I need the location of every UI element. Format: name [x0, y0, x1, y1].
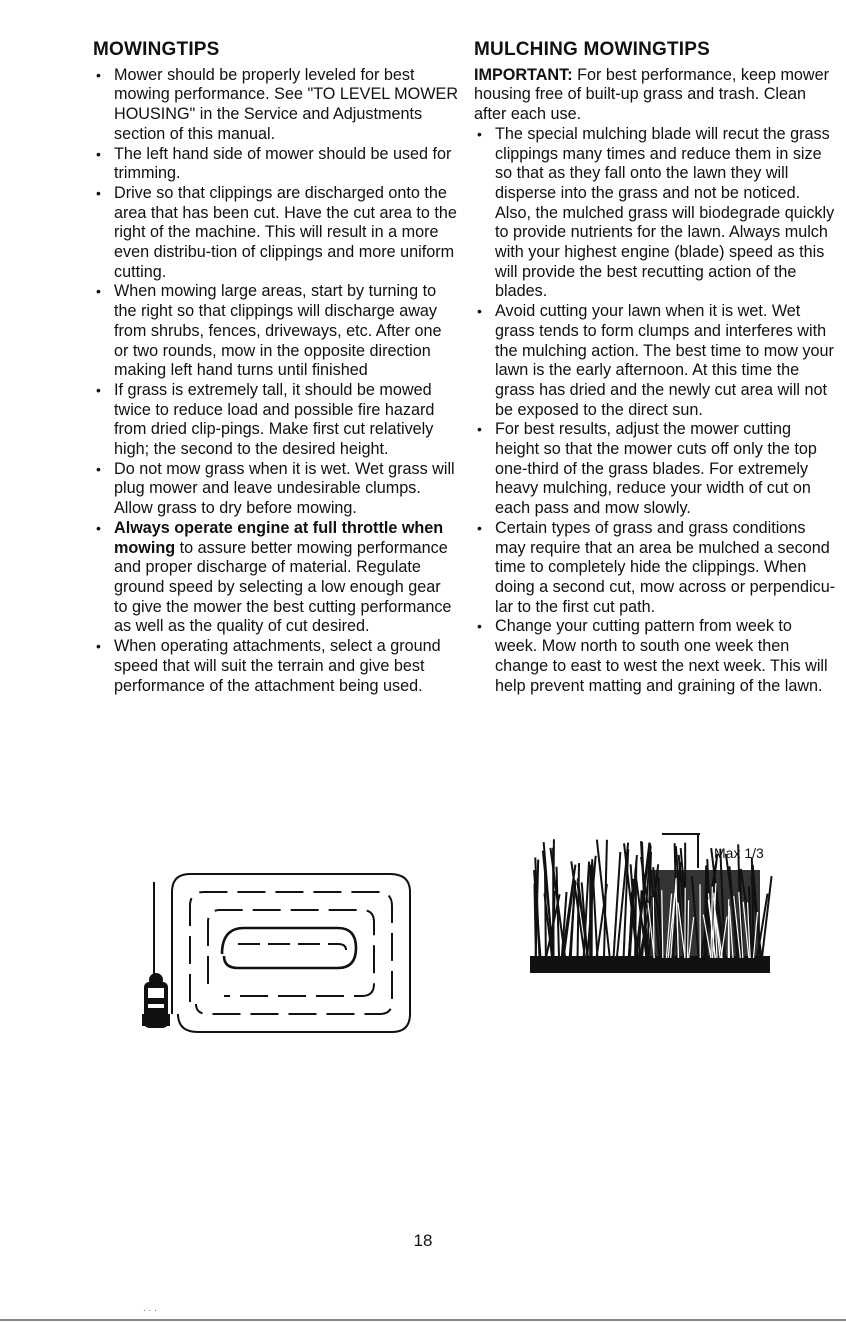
grass-height-figure — [530, 828, 790, 973]
list-item: • Avoid cutting your lawn when it is wet. Wet grass tends to form clumps and interferes with the mulching action. The best time to mow your lawn is the early afternoon. At this time the grass has dried and the newly cut area will not be exposed to the direct sun. — [474, 302, 836, 420]
grass-blade — [613, 852, 620, 960]
footer-marks: . . . — [143, 1303, 157, 1314]
mowing-tips-title: MOWINGTIPS — [93, 39, 220, 60]
list-item: • Always operate engine at full throttle when mowing to assure better mowing performance and proper discharge of material. Regulate ground speed by selecting a low enough gear to give the mower the best cutting performance as well as the quality of cut desired. — [93, 519, 458, 637]
grass-blade — [557, 867, 560, 960]
mowing-tips-list — [93, 66, 458, 697]
mowing-path — [208, 910, 374, 996]
list-item: • The special mulching blade will recut the grass clippings many times and reduce them in size so that as they fall onto the lawn they will disperse into the grass and not be noticed. Also, the mulched grass will biodegrade quickly to provide nutrients for the lawn. Always mulch with your highest engine (blade) speed as this will provide the best recutting action of the blades. — [474, 125, 836, 302]
page-number: 18 — [413, 1231, 433, 1250]
important-label: IMPORTANT: — [474, 65, 573, 84]
list-item: • When mowing large areas, start by turning to the right so that clippings will discharge away from shrubs, fences, driveways, etc. After one or two rounds, mow in the opposite direction making left hand turns until finished — [93, 282, 458, 381]
list-item: • If grass is extremely tall, it should be mowed twice to reduce load and possible fire hazard from dried clip-pings. Make first cut relatively high; the second to the desired height. — [93, 381, 458, 460]
list-item: • When operating attachments, select a ground speed that will suit the terrain and give best performance of the attachment being used. — [93, 637, 458, 696]
mulching-tips-title: MULCHING MOWINGTIPS — [474, 39, 711, 60]
grass-figure-label: Max 1/3 — [714, 845, 764, 861]
grass-blade — [729, 915, 730, 958]
mowing-path — [238, 944, 346, 950]
mowing-pattern-diagram — [142, 864, 422, 1036]
list-item: • Certain types of grass and grass conditions may require that an area be mulched a second time to completely hide the clippings. When doing a second cut, mow across or perpendicu-lar to the first cut path. — [474, 519, 836, 618]
list-item: • Mower should be properly leveled for best mowing performance. See "TO LEVEL MOWER HOUSING" in the Service and Adjustments section of this manual. — [93, 66, 458, 145]
list-item: • Change your cutting pattern from week to week. Mow north to south one week then change to east to west the next week. This will help prevent matting and graining of the lawn. — [474, 617, 836, 696]
mulching-tips-section — [474, 40, 836, 696]
important-note: IMPORTANT: For best performance, keep mower housing free of built-up grass and trash. Clean after each use. — [474, 65, 830, 124]
full-throttle-emphasis: Always operate engine at full throttle when mowing — [114, 518, 444, 557]
list-item: • Do not mow grass when it is wet. Wet grass will plug mower and leave undesirable clumps. Allow grass to dry before mowing. — [93, 460, 458, 519]
list-item: • The left hand side of mower should be used for trimming. — [93, 145, 458, 184]
list-item: • For best results, adjust the mower cutting height so that the mower cuts off only the top one-third of the grass blades. For extremely heavy mulching, reduce your width of cut on each pass and mow slowly. — [474, 420, 836, 519]
mowing-tips-section — [93, 40, 458, 696]
inner-mowing-loop — [222, 928, 356, 968]
mulching-tips-list — [474, 125, 836, 696]
bottom-rule — [0, 1319, 846, 1321]
list-item: • Drive so that clippings are discharged onto the area that has been cut. Have the cut area to the right of the machine. This will result in a more even distribu-tion of clippings and more uniform cutting. — [93, 184, 458, 283]
tractor-icon — [142, 973, 170, 1028]
